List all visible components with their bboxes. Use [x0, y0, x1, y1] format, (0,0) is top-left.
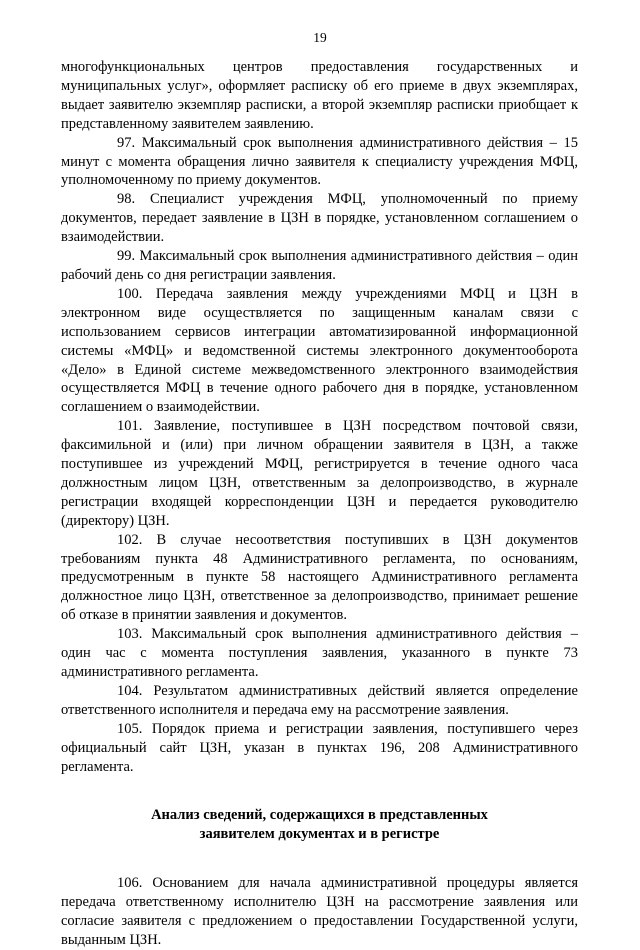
paragraph-99: 99. Максимальный срок выполнения административного действия – один рабочий день со дня регистрации заявления.	[61, 248, 578, 283]
page-number: 19	[313, 30, 327, 45]
paragraph-98: 98. Специалист учреждения МФЦ, уполномоченный по приему документов, передает заявление в ЦЗН в порядке, установленном соглашением о взаимодействии.	[61, 191, 578, 246]
section-heading	[61, 806, 578, 844]
section-heading-line-1: Анализ сведений, содержащихся в представленных	[151, 807, 488, 824]
document-body	[61, 58, 578, 950]
paragraph-101: 101. Заявление, поступившее в ЦЗН посредством почтовой связи, факсимильной и (или) при личном обращении заявителя в ЦЗН, а также поступившее из учреждений МФЦ, регистрируется в течение одного часа должностным лицом ЦЗН, ответственным за делопроизводство, в журнале регистрации входящей корреспонденции ЦЗН и передается руководителю (директору) ЦЗН.	[61, 418, 578, 529]
paragraph-continuation: многофункциональных центров предоставления государственных и муниципальных услуг», оформляет расписку об его приеме в двух экземплярах, выдает заявителю экземпляр расписки, а второй экземпляр расписки приобщает к представленному заявителем заявлению.	[61, 59, 578, 132]
paragraph-104: 104. Результатом административных действий является определение ответственного исполнителя и передача ему на рассмотрение заявления.	[61, 682, 578, 718]
section-heading-line-2: заявителем документах и в регистре	[199, 826, 440, 843]
paragraph-102: 102. В случае несоответствия поступивших в ЦЗН документов требованиям пункта 48 Административного регламента, по основаниям, предусмотренным в пункте 58 настоящего Административного регламента должностное лицо ЦЗН, ответственное за делопроизводство, принимает решение об отказе в принятии заявления и документов.	[61, 531, 578, 624]
paragraph-105: 105. Порядок приема и регистрации заявления, поступившего через официальный сайт ЦЗН, указан в пунктах 196, 208 Административного регламента.	[61, 720, 578, 775]
paragraph-103: 103. Максимальный срок выполнения административного действия – один час с момента поступления заявления, указанного в пункте 73 административного регламента.	[61, 626, 578, 680]
paragraph-97: 97. Максимальный срок выполнения административного действия – 15 минут с момента обращения лично заявителя к специалисту учреждения МФЦ, уполномоченному по приему документов.	[61, 134, 578, 189]
paragraph-106: 106. Основанием для начала административной процедуры является передача ответственному исполнителю ЦЗН на рассмотрение заявления или согласие заявителя с предложением о предоставлении Государственной услуги, выданным ЦЗН.	[61, 875, 578, 949]
paragraph-100: 100. Передача заявления между учреждениями МФЦ и ЦЗН в электронном виде осуществляется по защищенным каналам связи с использованием сервисов интеграции автоматизированной информационной системы «МФЦ» и ведомственной системы электронного документооборота «Дело» в Единой системе межведомственного электронного взаимодействия осуществляется МФЦ в течение одного рабочего дня в порядке, установленном соглашением о взаимодействии.	[61, 285, 578, 416]
